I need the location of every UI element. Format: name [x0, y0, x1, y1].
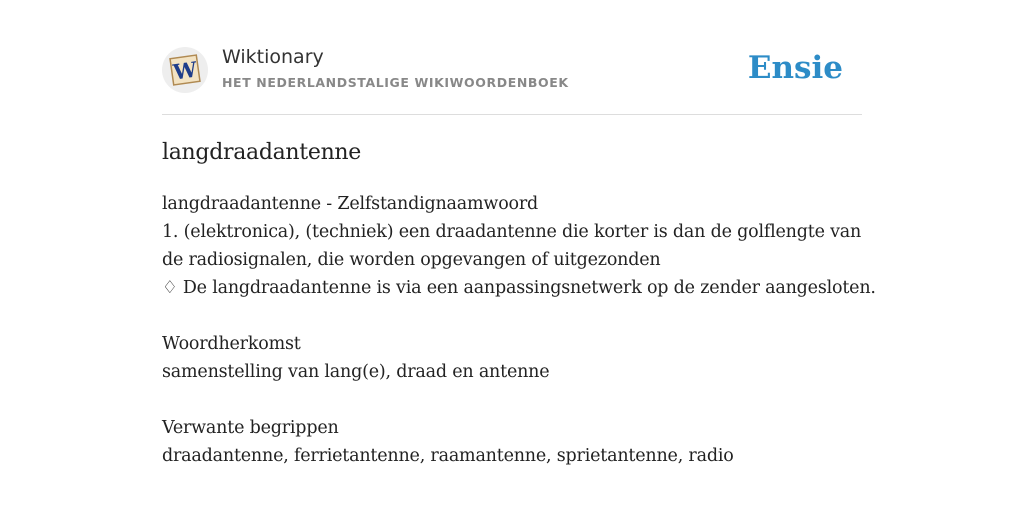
page-title: langdraadantenne: [162, 140, 362, 165]
spacer: [162, 386, 882, 414]
definition-line: 1. (elektronica), (techniek) een draadantenne die korter is dan de golflengte van: [162, 222, 862, 242]
example-sentence: ♢ De langdraadantenne is via een aanpassingsnetwerk op de zender aangesloten.: [162, 278, 876, 298]
site-header: [162, 44, 862, 115]
ensie-brand-link[interactable]: Ensie: [747, 50, 843, 86]
entry-main: [162, 136, 882, 470]
spacer: [162, 302, 882, 330]
logo-tile-icon: [162, 47, 208, 93]
definition-line-continued: de radiosignalen, die worden opgevangen of uitgezonden: [162, 250, 661, 270]
etymology-heading: Woordherkomst: [162, 334, 301, 354]
site-tagline: HET NEDERLANDSTALIGE WIKIWOORDENBOEK: [222, 75, 569, 90]
entry-content: [162, 190, 882, 470]
logo-letter: W: [171, 56, 199, 85]
wiktionary-logo-icon[interactable]: [162, 47, 208, 93]
related-heading: Verwante begrippen: [162, 418, 339, 438]
related-terms: draadantenne, ferrietantenne, raamantenne, sprietantenne, radio: [162, 446, 734, 466]
site-name[interactable]: Wiktionary: [222, 46, 324, 68]
etymology-text: samenstelling van lang(e), draad en antenne: [162, 362, 550, 382]
headword-line: langdraadantenne - Zelfstandignaamwoord: [162, 194, 539, 214]
